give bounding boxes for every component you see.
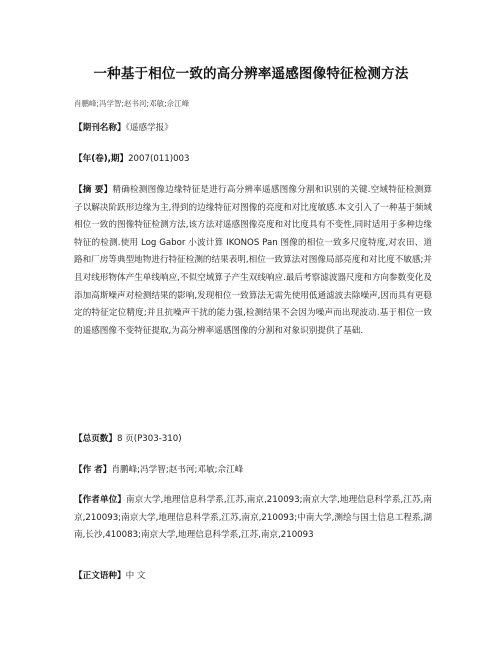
authors-line: 肖鹏峰;冯学智;赵书河;邓敏;佘江峰 [74, 99, 190, 108]
pages-field [74, 431, 432, 449]
journal-field [74, 120, 432, 138]
author-field [74, 462, 432, 480]
affiliation-label: 【作者单位】 [74, 495, 126, 505]
author-value: 肖鹏峰;冯学智;赵书河;邓敏;佘江峰 [111, 465, 244, 475]
pages-label: 【总页数】 [74, 434, 117, 444]
year-issue-field [74, 151, 432, 169]
author-label: 【作 者】 [74, 465, 112, 475]
abstract-label: 【摘 要】 [74, 185, 113, 195]
journal-label: 【期刊名称】 [74, 123, 126, 133]
affiliation-field [74, 492, 432, 545]
year-issue-label: 【年(卷),期】 [74, 154, 129, 164]
language-label: 【正文语种】 [74, 571, 126, 581]
year-issue-value: 2007(011)003 [128, 154, 190, 164]
abstract-field [74, 182, 432, 340]
journal-value: 《遥感学报》 [125, 123, 173, 133]
language-field [74, 568, 432, 586]
language-value: 中 文 [125, 571, 146, 581]
pages-value: 8 页(P303-310) [116, 434, 182, 444]
affiliation-value: 南京大学,地理信息科学系,江苏,南京,210093;南京大学,地理信息科学系,江苏,南京,210093;南京大学,地理信息科学系,江苏,南京,210093;中南大学,测绘与国土信息工程系,湖南,长沙,410083;南京大学,地理信息科学系,江苏,南京,210093 [74, 495, 432, 541]
document-title: 一种基于相位一致的高分辨率遥感图像特征检测方法 [93, 66, 409, 82]
abstract-text: 精确检测图像边缘特征是进行高分辨率遥感图像分割和识别的关键.空域特征检测算子以解决阶跃形边缘为主,得到的边缘特征对图像的亮度和对比度敏感.本文引入了一种基于频域相位一致的图像特征检测方法,该方法对遥感图像亮度和对比度具有不变性,同时适用于多种边缘特征的检测.使用 Log Gabor 小波计算 IKONOS Pan 图像的相位一致多尺度特度,对农田、道路和厂房等典型地物进行特征检测的结果表明,相位一致算法对图像局部亮度和对比度不敏感;并且对线形物体产生单线响应,不似空域算子产生双线响应.最后考察滤波器尺度和方向参数变化及添加高斯噪声对检测结果的影响,发现相位一致算法无需先使用低通滤波去除噪声,因而具有更稳定的特征定位精度;并且抗噪声干扰的能力强,检测结果不会因为噪声而出现波动.基于相位一致的遥感图像不变特征提取,为高分辨率遥感图像的分割和对象识别提供了基础. [74, 185, 432, 336]
